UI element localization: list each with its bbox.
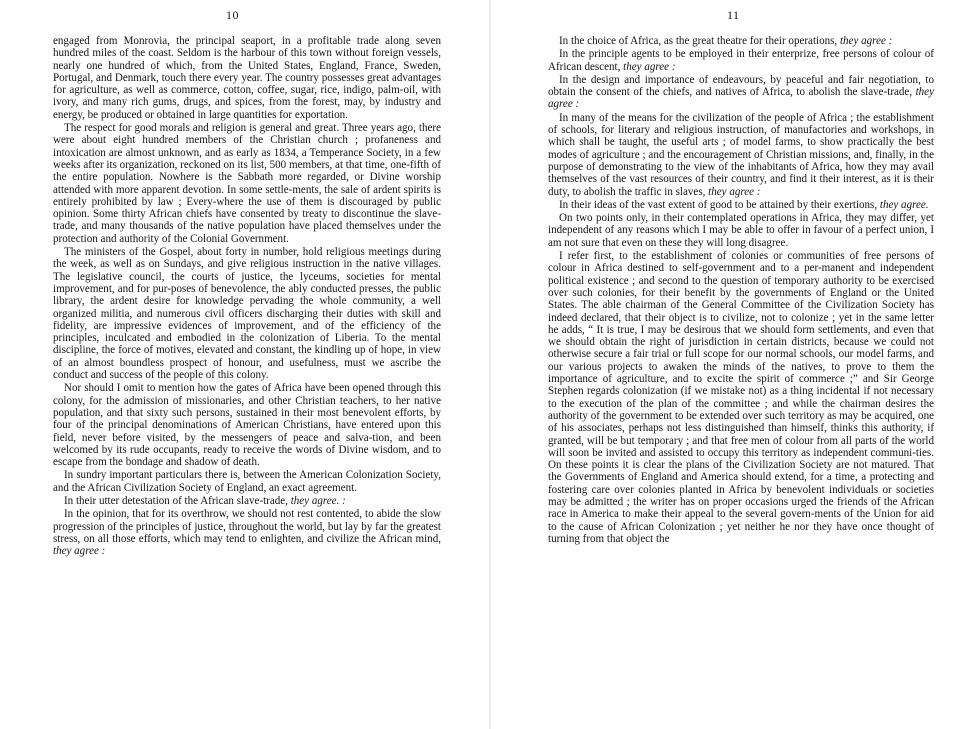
paragraph bbox=[548, 250, 934, 545]
paragraph bbox=[53, 469, 441, 494]
paragraph bbox=[548, 48, 934, 73]
right-text-column bbox=[548, 35, 934, 546]
paragraph bbox=[53, 495, 441, 507]
paragraph-text: In the design and importance of endeavours, by peaceful and fair negotiation, to obtain the consent of the chiefs, and natives of Africa, to abolish the slave-trade, bbox=[548, 73, 934, 99]
paragraph bbox=[548, 112, 934, 198]
italic-refrain: they agree : bbox=[623, 60, 676, 73]
paragraph-text: In sundry important particulars there is, between the American Colonization Society, and the African Civilization Society of England, an exact agreement. bbox=[53, 469, 441, 494]
italic-refrain: they agree : bbox=[708, 185, 761, 198]
page-number: 10 bbox=[226, 8, 239, 22]
italic-refrain: they agree. bbox=[879, 198, 929, 211]
italic-refrain: they agree : bbox=[839, 35, 893, 47]
italic-refrain: they agree : bbox=[53, 545, 106, 558]
italic-refrain: they agree : bbox=[548, 86, 934, 111]
paragraph-text: The respect for good morals and religion is general and great. Three years ago, there were about eight hundred members of the Christian church ; profaneness and intoxication are almost unknown, and as early as 1834, a Temperance Society, in a few weeks after its organization, reckoned on its list, 500 members, at that time, one-fifth of the entire population. Nowhere is the Sabbath more regarded, or Divine worship attended with more apparent devotion. In some settle-ments, the sale of ardent spirits is entirely prohibited by law ; Every-where the use of them is discouraged by public opinion. Some thirty African chiefs have consented by treaty to discontinue the slave-trade, and many thousands of the native population have placed themselves under the protection and authority of the Colonial Government. bbox=[53, 122, 441, 245]
paragraph bbox=[548, 199, 934, 211]
paragraph-text: In their ideas of the vast extent of good to be attained by their exertions, bbox=[559, 198, 878, 211]
paragraph bbox=[548, 74, 934, 111]
paragraph-text: In the choice of Africa, as the great theatre for their operations, bbox=[559, 35, 838, 47]
paragraph-text: On two points only, in their contemplated operations in Africa, they may differ, yet independent of any reasons which I may be able to offer in favour of a perfect union, I am not sure that even on these they will long disagree. bbox=[548, 212, 934, 249]
paragraph bbox=[53, 246, 441, 381]
paragraph-text: In their utter detestation of the African slave-trade, bbox=[64, 494, 288, 507]
paragraph-text: Nor should I omit to mention how the gates of Africa have been opened through this colony, for the admission of missionaries, and other Christian teachers, to her native population, and that sixty such persons, sustained in their most benevolent efforts, by four of the principal denominations of American Christians, have entered upon this field, never before visited, by the messengers of peace and salva-tion, and been welcomed by its rude occupants, ready to receive the words of Divine wisdom, and to escape from the bondage and shadow of death. bbox=[53, 382, 441, 469]
page-number: 11 bbox=[727, 8, 740, 22]
paragraph-text: In the principle agents to be employed in their enterprize, free persons of colour of African descent, bbox=[548, 48, 934, 73]
paragraph-text: I refer first, to the establishment of colonies or communities of free persons of colour in Africa destined to self-government and to a per-manent and independent political existence ; and second to the question of temporary authority to be exercised over such colonies, for their benefit by the governments of England or the United States. The able chairman of the General Committee of the Civilization Society has indeed declared, that their object is to civilize, not to colonize ; yet in the same letter he adds, “ It is true, I may be desirous that we should form settlements, and even that we should obtain the right of jurisdiction in certain districts, because we could not otherwise secure a fair trial or full scope for our normal schools, our model farms, and our various projects to awaken the minds of the natives, to prove to them the importance of agriculture, and to excite the spirit of commerce ;” and Sir George Stephen regards colonization (if we mistake not) as a thing incidental if not necessary to the execution of the plan of the committee ; and while the chairman desires the authority of the government to be extended over such territory as may be acquired, one of his associates, perhaps not less distinguished than himself, thinks this authority, if granted, will be but temporary ; and that free men of colour from all parts of the world will soon be invited and assisted to occupy this territory as independent communi-ties. On these points it is clear the plans of the Civilization Society are not matured. That the Governments of England and America should extend, for a time, a protecting and fostering care over colonies planted in Africa by benevolent individuals or societies may be admitted ; the writer has on proper occasions urged the friends of the African race in America to make their appeal to the several govern-ments of the Union for aid to the cause of African Colonization ; yet neither he nor they have once thought of turning from that object the bbox=[548, 250, 934, 545]
right-page bbox=[490, 0, 980, 729]
paragraph-text: engaged from Monrovia, the principal seaport, in a profitable trade along seven hundred miles of the coast. Seldom is the harbour of this town without foreign vessels, nearly one hundred of which, from the United States, England, France, Sweden, Portugal, and Denmark, touch there every year. The country possesses great advantages for agriculture, as well as commerce, cotton, coffee, sugar, rice, indigo, palm-oil, with ivory, and many rich gums, drugs, and spices, from the forest, may, by industry and energy, be produced or obtained in large quantities for exportation. bbox=[53, 35, 441, 121]
paragraph bbox=[548, 212, 934, 249]
paragraph bbox=[53, 508, 441, 557]
paragraph bbox=[548, 35, 934, 47]
paragraph bbox=[53, 382, 441, 468]
italic-refrain: they agree. : bbox=[290, 494, 346, 507]
paragraph-text: In many of the means for the civilization of the people of Africa ; the establishment of schools, for literary and religious instruction, of manufactories and workshops, in which shall be taught, the useful arts ; of model farms, to show practically the best modes of agriculture ; and the encouragement of Christian missions, and, finally, in the purpose of demonstrating to the view of the inhabitants of Africa, how they may avail themselves of the vast resources of their country, and find it their interest, as it is their duty, to abolish the traffic in slaves, bbox=[548, 111, 934, 198]
paragraph bbox=[53, 122, 441, 245]
left-text-column bbox=[53, 35, 441, 558]
paragraph-text: In the opinion, that for its overthrow, we should not rest contented, to abide the slow progression of the principles of justice, throughout the world, but lay by far the greatest stress, on all those efforts, which may tend to enlighten, and civilize the African mind, bbox=[53, 508, 441, 545]
paragraph-text: The ministers of the Gospel, about forty in number, hold religious meetings during the week, as well as on Sundays, and give religious instruction in the native villages. The legislative council, the courts of justice, the lyceums, societies for mental improvement, and for pur-poses of benevolence, the ably conducted presses, the public library, the ardent desire for knowledge pervading the whole community, a well organized militia, and numerous civil officers discharging their duties with skill and fidelity, are impressive evidences of improvement, and of the efficiency of the principles, inculcated and embodied in the colonization of Liberia. To the mental discipline, the force of motives, elevated and constant, the kindling up of hope, in view of an almost boundless prospect of honour, and usefulness, must we ascribe the conduct and success of the people of this colony. bbox=[53, 246, 441, 382]
paragraph bbox=[53, 35, 441, 121]
